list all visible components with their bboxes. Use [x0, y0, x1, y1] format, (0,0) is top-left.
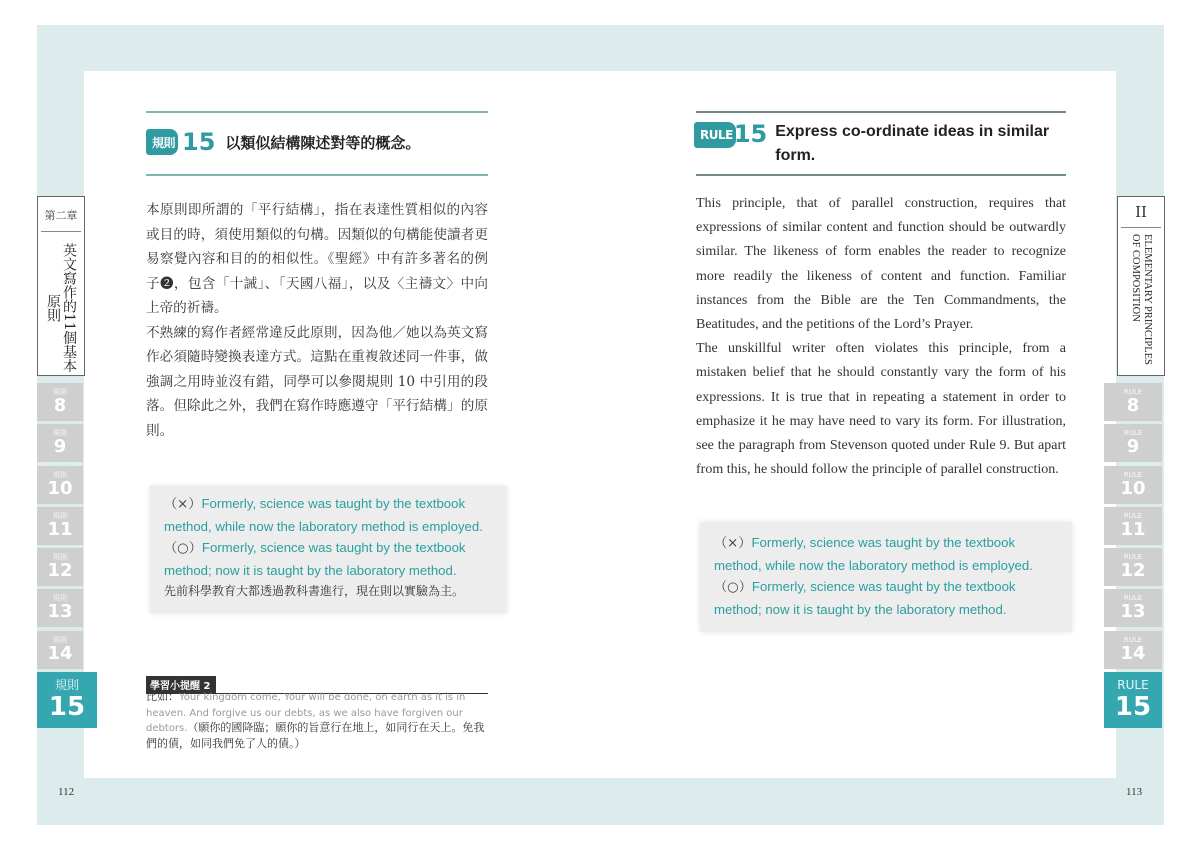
tab-number: 10 [1120, 477, 1146, 499]
rule-tab-13[interactable] [37, 589, 83, 627]
tip-prefix: 比如： [146, 690, 179, 703]
right-example [714, 576, 1066, 620]
rule-tab-11[interactable] [1104, 507, 1162, 545]
rule-badge-label: 規則 [152, 135, 176, 150]
rule-tab-12[interactable] [37, 548, 83, 586]
rule-tab-13[interactable] [1104, 589, 1162, 627]
tab-label: 規則 [53, 635, 67, 644]
rule-tab-14[interactable] [37, 631, 83, 669]
rule-tab-10[interactable] [1104, 466, 1162, 504]
right-rule-title: Express co-ordinate ideas in similar form. [775, 123, 1050, 164]
right-page-number: 113 [1126, 786, 1143, 798]
paragraph: This principle, that of parallel construction, requires that expressions of similar content and function should be outwardly similar. The likeness of form enables the reader to recognize more readily the likeness of content and function. Familiar instances from the Bible are the Ten Commandments, the Beatitudes, and the petitions of the Lord’s Prayer. [696, 196, 1066, 333]
left-rule-title: 以類似結構陳述對等的概念。 [225, 133, 421, 152]
tab-number: 8 [53, 395, 67, 416]
tab-label: RULE [1123, 594, 1143, 603]
tip-english: Your kingdom come, Your will be done, on earth as it is in heaven. And forgive us our debts, as we also have forgiven our debtors. [146, 692, 466, 734]
left-rule-heading [146, 128, 420, 156]
study-tip-label: 學習小提醒 2 [146, 676, 216, 693]
rule-badge-number: 15 [733, 120, 768, 148]
tab-number: 11 [47, 518, 73, 540]
tab-label: RULE [1123, 635, 1143, 644]
rule-tab-10[interactable] [37, 466, 83, 504]
tab-number: 15 [1114, 692, 1152, 723]
tab-label: 規則 [53, 594, 67, 603]
chapter-title: 英文寫作的11個基本原則 [45, 243, 77, 373]
rule-tab-12[interactable] [1104, 548, 1162, 586]
title-bottom-rule [146, 174, 488, 176]
left-example-box [150, 486, 507, 613]
chapter-title-line2: OF COMPOSITION [1130, 234, 1141, 322]
rule-tab-9[interactable] [37, 424, 83, 462]
wrong-mark-icon: （×） [164, 497, 202, 512]
tab-label: 規則 [53, 429, 67, 438]
rule-badge [694, 122, 736, 148]
title-top-rule [696, 111, 1066, 113]
right-example [164, 537, 499, 581]
chapter-title [1129, 234, 1153, 374]
tab-number: 12 [47, 560, 73, 582]
tab-label: 規則 [53, 388, 67, 396]
paragraph: The unskillful writer often violates this principle, from a mistaken belief that he should constantly vary the form of his expressions. It is true that in repeating a statement in order to emphasize it he may have need to vary its form. For illustration, see the paragraph from Stevenson quoted under Rule 9. But apart from this, he should follow the principle of parallel construction. [696, 341, 1066, 478]
tab-label: 規則 [53, 511, 67, 520]
example-translation: 先前科學教育大都透過教科書進行，現在則以實驗為主。 [164, 584, 465, 598]
rule-tab-15-active[interactable] [37, 672, 97, 728]
wrong-mark-icon: （×） [714, 536, 752, 551]
right-mark-icon: （○） [714, 580, 752, 595]
right-body-text [696, 192, 1066, 482]
chapter-number: II [1121, 197, 1161, 228]
chapter-number: 第二章 [41, 197, 81, 232]
rule-tab-14[interactable] [1104, 631, 1162, 669]
tab-number: 13 [1120, 601, 1146, 623]
title-bottom-rule [696, 174, 1066, 176]
right-example-text: Formerly, science was taught by the textbook method; now it is taught by the laboratory method. [714, 579, 1016, 617]
rule-badge-number: 15 [182, 128, 216, 156]
tab-label: RULE [1123, 553, 1143, 562]
tab-label: RULE [1123, 388, 1143, 396]
wrong-example [714, 532, 1066, 576]
wrong-example-text: Formerly, science was taught by the textbook method, while now the laboratory method is employed. [714, 535, 1033, 573]
right-rule-heading [694, 120, 1075, 168]
tab-number: 13 [47, 601, 73, 623]
rule-tab-8[interactable] [1104, 383, 1162, 421]
rule-tab-15-active[interactable] [1104, 672, 1162, 728]
right-mark-icon: （○） [164, 541, 202, 556]
tab-label: 規則 [53, 470, 67, 479]
rule-tab-11[interactable] [37, 507, 83, 545]
rule-tab-8[interactable] [37, 383, 83, 421]
tip-chinese: （願你的國降臨；願你的旨意行在地上，如同行在天上。免我們的債，如同我們免了人的債。） [146, 721, 485, 750]
tab-number: 14 [1120, 642, 1146, 664]
tab-number: 12 [1120, 560, 1146, 582]
right-chapter-tab [1117, 196, 1165, 376]
rule-badge-label: RULE [700, 128, 733, 142]
chapter-title-line1: ELEMENTARY PRINCIPLES [1142, 234, 1153, 365]
left-page-number: 112 [58, 786, 75, 798]
right-rule-tabs [1104, 383, 1164, 731]
title-top-rule [146, 111, 488, 113]
paragraph: 本原則即所謂的「平行結構」，指在表達性質相似的內容或目的時，須使用類似的句構。因類似的句構能使讀者更易察覺內容和目的的相似性。《聖經》中有許多著名的例子❷，包含「十誡」、「天國八福」，以及〈主禱文〉中向上帝的祈禱。 [146, 202, 488, 316]
wrong-example-text: Formerly, science was taught by the textbook method, while now the laboratory method is employed. [164, 496, 483, 534]
tab-number: 10 [47, 477, 73, 499]
tab-number: 9 [53, 436, 67, 458]
study-tip-body [146, 690, 488, 751]
rule-tab-9[interactable] [1104, 424, 1162, 462]
paragraph: 不熟練的寫作者經常違反此原則，因為他／她以為英文寫作必須隨時變換表達方式。這點在重複敘述同一件事，做強調之用時並沒有錯，同學可以參閱規則 10 中引用的段落。但除此之外，我們在寫作時應遵守「平行結構」的原則。 [146, 324, 488, 439]
left-chapter-tab [37, 196, 85, 376]
right-example-text: Formerly, science was taught by the textbook method; now it is taught by the laboratory method. [164, 540, 466, 578]
tab-label: 規則 [54, 678, 79, 693]
wrong-example [164, 493, 499, 537]
right-example-box [700, 522, 1072, 632]
tab-label: RULE [1117, 678, 1149, 693]
tab-number: 9 [1126, 436, 1140, 458]
left-body-text [146, 198, 488, 443]
tab-label: RULE [1123, 511, 1143, 520]
left-rule-tabs [37, 383, 97, 731]
tab-number: 15 [48, 692, 86, 723]
tab-label: RULE [1123, 429, 1143, 438]
tab-label: 規則 [53, 553, 67, 562]
tab-number: 14 [47, 642, 73, 664]
tab-number: 11 [1120, 518, 1146, 540]
tab-number: 8 [1126, 395, 1140, 416]
rule-badge [146, 129, 178, 155]
tab-label: RULE [1123, 470, 1143, 479]
